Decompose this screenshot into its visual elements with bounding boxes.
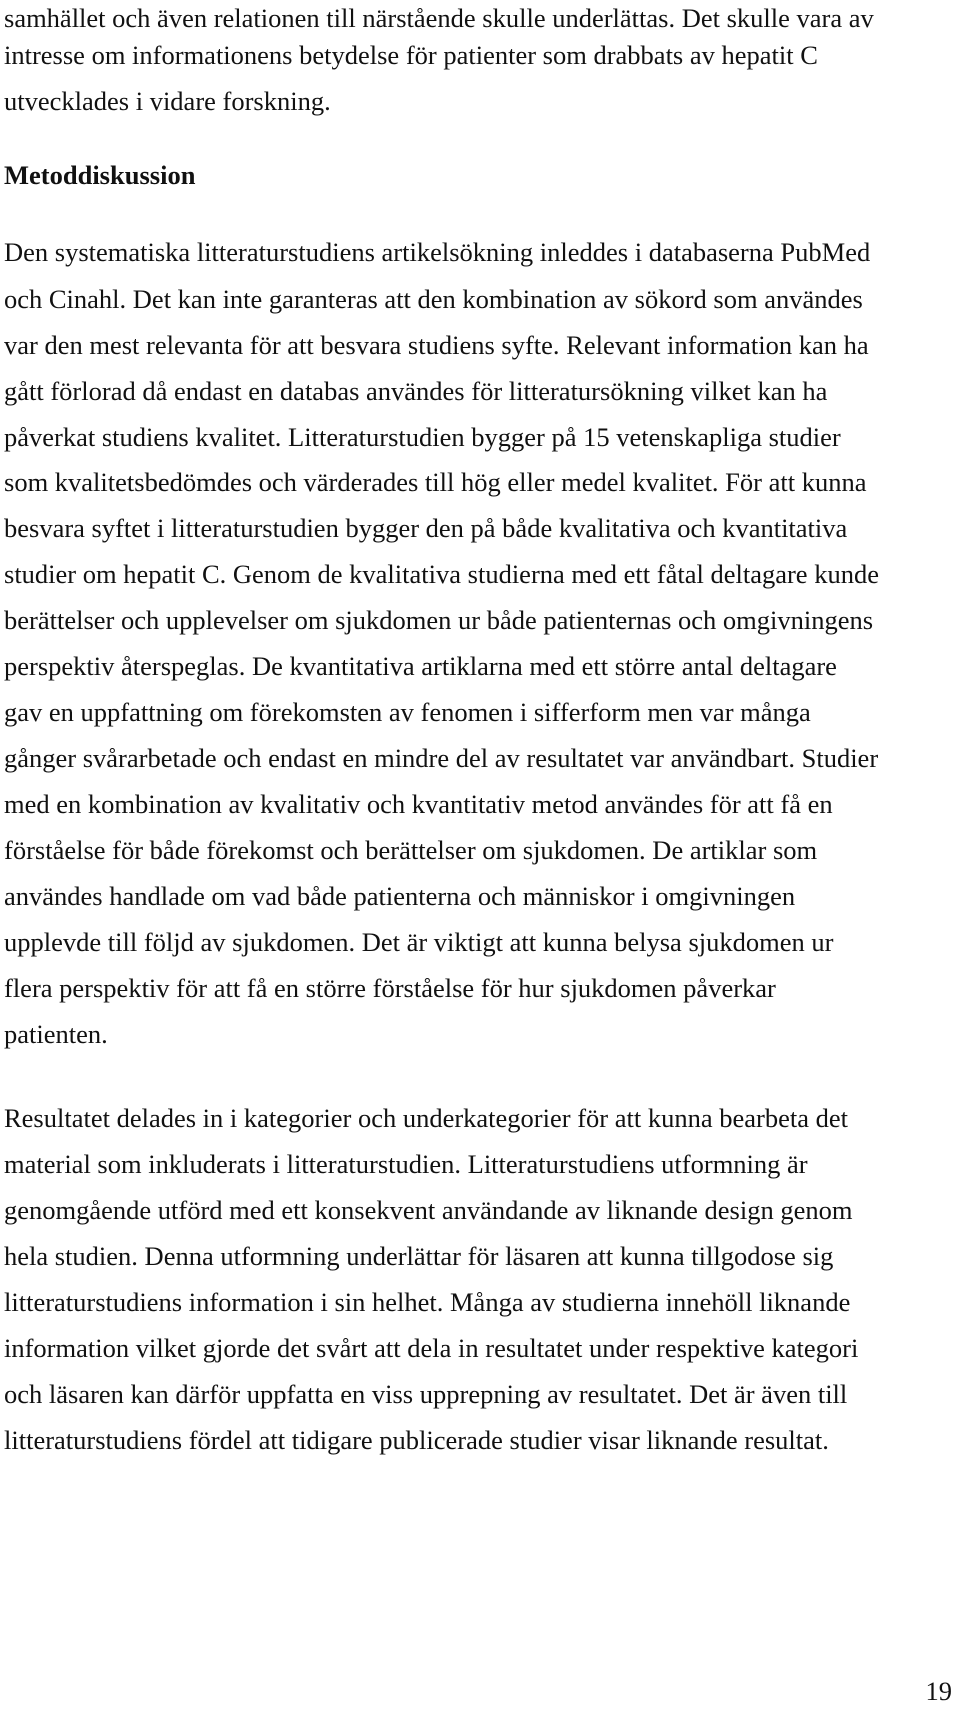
- text-line: gånger svårarbetade och endast en mindre del av resultatet var användbart. Studier: [4, 743, 879, 773]
- page-number: 19: [925, 1676, 952, 1706]
- text-line: och Cinahl. Det kan inte garanteras att den kombination av sökord som användes: [4, 284, 863, 314]
- text-line: besvara syftet i litteraturstudien bygger den på både kvalitativa och kvantitativa: [4, 513, 848, 543]
- text-line: litteraturstudiens fördel att tidigare publicerade studier visar liknande resultat.: [4, 1425, 829, 1455]
- text-line: material som inkluderats i litteraturstudien. Litteraturstudiens utformning är: [4, 1149, 808, 1179]
- text-line: som kvalitetsbedömdes och värderades till hög eller medel kvalitet. För att kunna: [4, 467, 867, 497]
- text-line: berättelser och upplevelser om sjukdomen ur både patienternas och omgivningens: [4, 605, 874, 635]
- text-line: Resultatet delades in i kategorier och underkategorier för att kunna bearbeta det: [4, 1103, 848, 1133]
- text-line: med en kombination av kvalitativ och kvantitativ metod användes för att få en: [4, 789, 833, 819]
- section-heading: Metoddiskussion: [4, 160, 196, 190]
- text-line: intresse om informationens betydelse för patienter som drabbats av hepatit C: [4, 40, 818, 70]
- text-line: samhället och även relationen till närstående skulle underlättas. Det skulle vara av: [4, 3, 874, 33]
- text-line: flera perspektiv för att få en större förståelse för hur sjukdomen påverkar: [4, 973, 776, 1003]
- text-line: och läsaren kan därför uppfatta en viss upprepning av resultatet. Det är även till: [4, 1379, 848, 1409]
- text-line: patienten.: [4, 1019, 108, 1049]
- text-line: studier om hepatit C. Genom de kvalitativa studierna med ett fåtal deltagare kunde: [4, 559, 879, 589]
- text-line: Den systematiska litteraturstudiens artikelsökning inleddes i databaserna PubMed: [4, 237, 871, 267]
- text-line: var den mest relevanta för att besvara studiens syfte. Relevant information kan ha: [4, 330, 869, 360]
- text-line: förståelse för både förekomst och berättelser om sjukdomen. De artiklar som: [4, 835, 818, 865]
- text-line: litteraturstudiens information i sin helhet. Många av studierna innehöll liknande: [4, 1287, 851, 1317]
- text-line: gav en uppfattning om förekomsten av fenomen i sifferform men var många: [4, 697, 811, 727]
- text-line: utvecklades i vidare forskning.: [4, 86, 331, 116]
- text-line: hela studien. Denna utformning underlättar för läsaren att kunna tillgodose sig: [4, 1241, 834, 1271]
- text-line: gått förlorad då endast en databas användes för litteratursökning vilket kan ha: [4, 376, 828, 406]
- text-line: användes handlade om vad både patienterna och människor i omgivningen: [4, 881, 796, 911]
- text-line: genomgående utförd med ett konsekvent användande av liknande design genom: [4, 1195, 853, 1225]
- text-line: påverkat studiens kvalitet. Litteraturstudien bygger på 15 vetenskapliga studier: [4, 422, 841, 452]
- text-line: upplevde till följd av sjukdomen. Det är viktigt att kunna belysa sjukdomen ur: [4, 927, 834, 957]
- text-line: information vilket gjorde det svårt att dela in resultatet under respektive kategori: [4, 1333, 859, 1363]
- text-line: perspektiv återspeglas. De kvantitativa artiklarna med ett större antal deltagare: [4, 651, 837, 681]
